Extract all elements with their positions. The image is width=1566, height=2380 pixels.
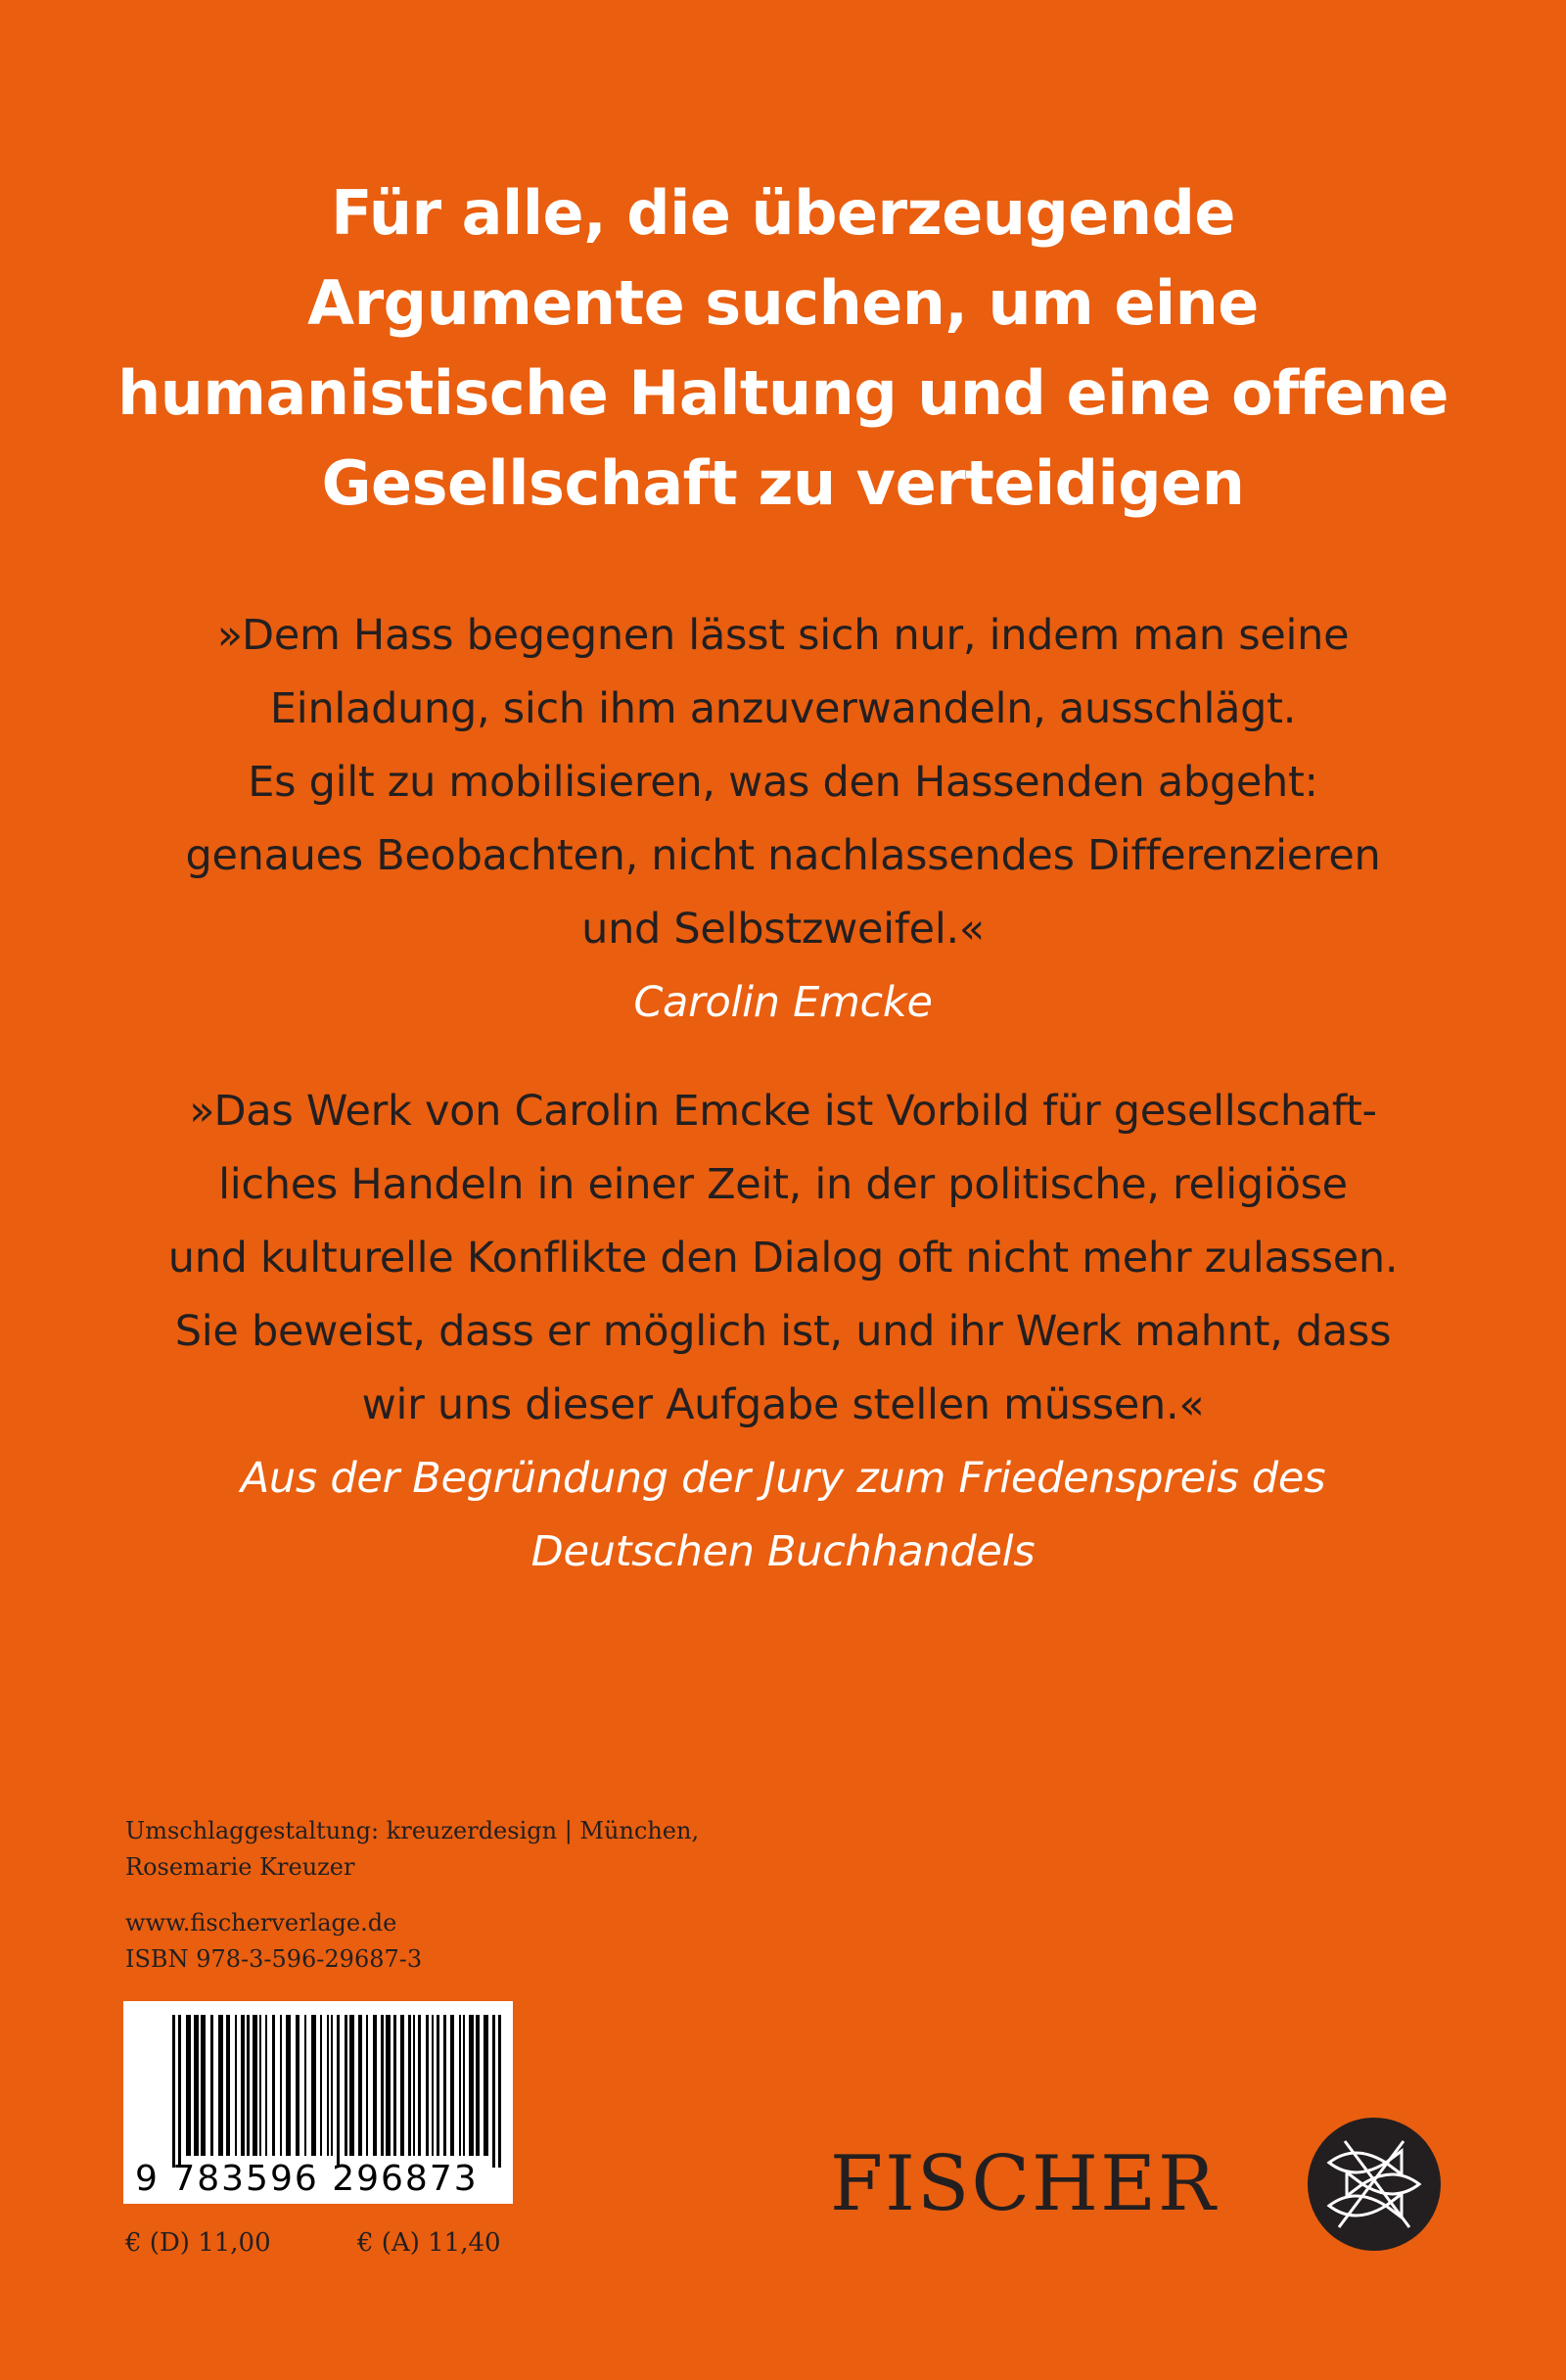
barcode-bar — [492, 2015, 495, 2168]
quote-line: genaues Beobachten, nicht nachlassendes Differenzieren — [185, 831, 1381, 880]
barcode-bar — [408, 2015, 411, 2156]
barcode-bar — [450, 2015, 454, 2156]
barcode-bar — [178, 2015, 181, 2168]
barcode-bar — [280, 2015, 282, 2156]
barcode-digits: 9 783596 296873 — [135, 2159, 479, 2199]
barcode-bar — [413, 2015, 415, 2156]
barcode-bar — [400, 2015, 404, 2156]
barcode-bar — [386, 2015, 391, 2156]
barcode-bar — [172, 2015, 175, 2168]
barcode-bar — [194, 2015, 199, 2156]
barcode-bar — [201, 2015, 206, 2156]
quote-attribution: Carolin Emcke — [633, 978, 933, 1027]
barcode-bar — [272, 2015, 275, 2156]
barcode-bar — [418, 2015, 421, 2156]
barcode-bar — [432, 2015, 434, 2156]
barcode — [123, 2001, 513, 2204]
design-credit-line: Umschlaggestaltung: kreuzerdesign | München, — [125, 1817, 700, 1844]
quote-attribution: Deutschen Buchhandels — [530, 1527, 1036, 1576]
quote-attribution: Aus der Begründung der Jury zum Friedenspreis des — [240, 1454, 1326, 1503]
publisher-info — [125, 1905, 422, 1978]
barcode-bar — [218, 2015, 223, 2156]
quote-line: »Das Werk von Carolin Emcke ist Vorbild für gesellschaft- — [189, 1087, 1377, 1136]
barcode-bar — [381, 2015, 384, 2156]
publisher-name: FISCHER — [830, 2140, 1218, 2228]
headline-line: Gesellschaft zu verteidigen — [321, 447, 1245, 519]
barcode-bar — [226, 2015, 230, 2156]
barcode-bar — [484, 2015, 488, 2156]
headline — [0, 168, 1566, 529]
barcode-bar — [265, 2015, 267, 2156]
barcode-bar — [476, 2015, 480, 2156]
quote-line: liches Handeln in einer Zeit, in der politische, religiöse — [218, 1160, 1348, 1209]
design-credit-line: Rosemarie Kreuzer — [125, 1853, 355, 1881]
barcode-bar — [337, 2015, 340, 2168]
barcode-bar — [296, 2015, 299, 2156]
barcode-bar — [311, 2015, 316, 2156]
quote-line: wir uns dieser Aufgabe stellen müssen.« — [361, 1380, 1205, 1429]
quote-emcke — [0, 599, 1566, 1040]
isbn-text: ISBN 978-3-596-29687-3 — [125, 1945, 423, 1973]
barcode-bar — [426, 2015, 429, 2156]
barcode-bar — [366, 2015, 368, 2156]
barcode-bar — [349, 2015, 354, 2156]
barcode-bar — [331, 2015, 333, 2156]
headline-line: Für alle, die überzeugende — [331, 177, 1235, 249]
barcode-bar — [358, 2015, 362, 2156]
price-austria: € (A) 11,40 — [357, 2228, 501, 2258]
quote-jury — [0, 1075, 1566, 1589]
barcode-bar — [373, 2015, 377, 2156]
barcode-bar — [327, 2015, 329, 2156]
barcode-bar — [286, 2015, 291, 2156]
price-germany: € (D) 11,00 — [125, 2228, 271, 2258]
headline-line: humanistische Haltung und eine offene — [117, 357, 1449, 429]
barcode-bar — [498, 2015, 501, 2168]
barcode-bar — [210, 2015, 213, 2156]
barcode-bar — [443, 2015, 446, 2156]
barcode-bar — [241, 2015, 245, 2156]
barcode-bar — [320, 2015, 322, 2156]
barcode-bar — [253, 2015, 257, 2156]
quote-line: und kulturelle Konflikte den Dialog oft nicht mehr zulassen. — [167, 1234, 1399, 1283]
barcode-bar — [437, 2015, 439, 2156]
quote-line: Sie beweist, dass er möglich ist, und ihr Werk mahnt, dass — [174, 1307, 1392, 1356]
barcode-bar — [235, 2015, 237, 2156]
barcode-bar — [463, 2015, 465, 2156]
barcode-bar — [304, 2015, 306, 2156]
headline-line: Argumente suchen, um eine — [307, 267, 1259, 339]
cover-design-credit — [125, 1813, 699, 1886]
website-text: www.fischerverlage.de — [125, 1909, 397, 1937]
quote-line: »Dem Hass begegnen lässt sich nur, indem man seine — [216, 611, 1350, 660]
quote-line: und Selbstzweifel.« — [581, 905, 985, 954]
barcode-bar — [469, 2015, 474, 2156]
barcode-bar — [186, 2015, 191, 2156]
barcode-bar — [345, 2015, 347, 2156]
barcode-bar — [459, 2015, 461, 2156]
barcode-bar — [247, 2015, 250, 2156]
quote-line: Es gilt zu mobilisieren, was den Hassenden abgeht: — [248, 758, 1318, 807]
barcode-bar — [393, 2015, 396, 2156]
fischer-fish-logo-icon — [1308, 2118, 1441, 2251]
barcode-bar — [259, 2015, 261, 2156]
quote-line: Einladung, sich ihm anzuverwandeln, ausschlägt. — [269, 684, 1297, 733]
